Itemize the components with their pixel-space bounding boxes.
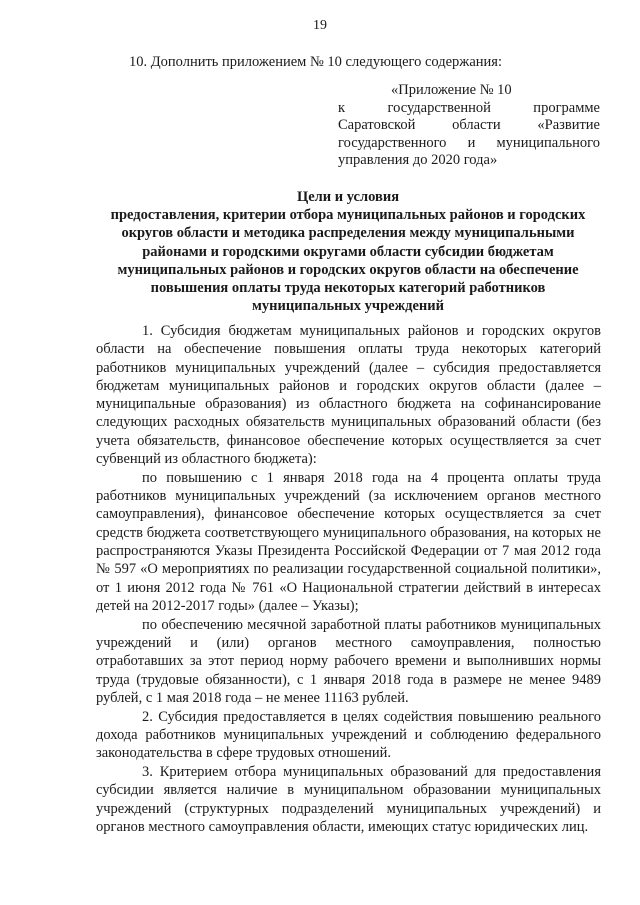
document-body bbox=[96, 322, 601, 836]
item-10-text: 10. Дополнить приложением № 10 следующего содержания: bbox=[129, 54, 502, 70]
paragraph-1: 1. Субсидия бюджетам муниципальных районов и городских округов области на обеспечение повышения оплаты труда некоторых категорий работников муниципальных учреждений (далее – субсидия предоставляется бюджетам муниципальных районов и городских округов области (далее – муниципальные образования) из областного бюджета на софинансирование следующих расходных обязательств муниципальных образований области (без учета обязательств, финансовое обеспечение которых осуществляется за счет субвенций из областного бюджета): bbox=[96, 323, 601, 468]
appendix-line-3: Саратовской области «Развитие bbox=[338, 117, 600, 133]
paragraph-2: по повышению с 1 января 2018 года на 4 процента оплаты труда работников муниципальных учреждений (за исключением органов местного самоуправления), финансовое обеспечение которых осуществляется за счет средств бюджета соответствующего муниципального образования, на которых не распространяются Указы Президента Российской Федерации от 7 мая 2012 года № 597 «О мероприятиях по реализации государственной социальной политики», от 1 июня 2012 года № 761 «О Национальной стратегии действий в интересах детей на 2012-2017 годы» (далее – Указы); bbox=[96, 469, 601, 614]
section-heading bbox=[96, 188, 600, 315]
paragraph-4: 2. Субсидия предоставляется в целях содействия повышению реального дохода работников муниципальных учреждений и соблюдению федерального законодательства в сфере трудовых отношений. bbox=[96, 708, 601, 762]
paragraph-3: по обеспечению месячной заработной платы работников муниципальных учреждений и (или) органов местного самоуправления, полностью отработавших за этот период норму рабочего времени и выполнивших нормы труда (трудовые обязанности), с 1 января 2018 года в размере не менее 9489 рублей, с 1 мая 2018 года – не менее 11163 рублей. bbox=[96, 616, 601, 706]
heading-title: Цели и условия bbox=[296, 189, 400, 205]
appendix-line-5: управления до 2020 года» bbox=[338, 152, 498, 168]
paragraph-5: 3. Критерием отбора муниципальных образований для предоставления субсидии является наличие в муниципальном образовании муниципальных учреждений (структурных подразделений муниципальных учреждений) и органов местного самоуправления области, имеющих статус юридических лиц. bbox=[96, 764, 601, 836]
appendix-line-4: государственного и муниципального bbox=[338, 134, 600, 151]
appendix-reference bbox=[338, 82, 600, 170]
page-number: 19 bbox=[313, 18, 327, 33]
appendix-line-2: к государственной программе bbox=[338, 99, 600, 116]
appendix-line-1: «Приложение № 10 bbox=[391, 82, 512, 98]
heading-subtitle: предоставления, критерии отбора муниципальных районов и городских округов области и методика распределения между муниципальными районами и городскими округами области субсидии бюджетам муниципальных районов и городских округов области на обеспечение повышения оплаты труда некоторых категорий работников муниципальных учреждений bbox=[110, 207, 586, 315]
